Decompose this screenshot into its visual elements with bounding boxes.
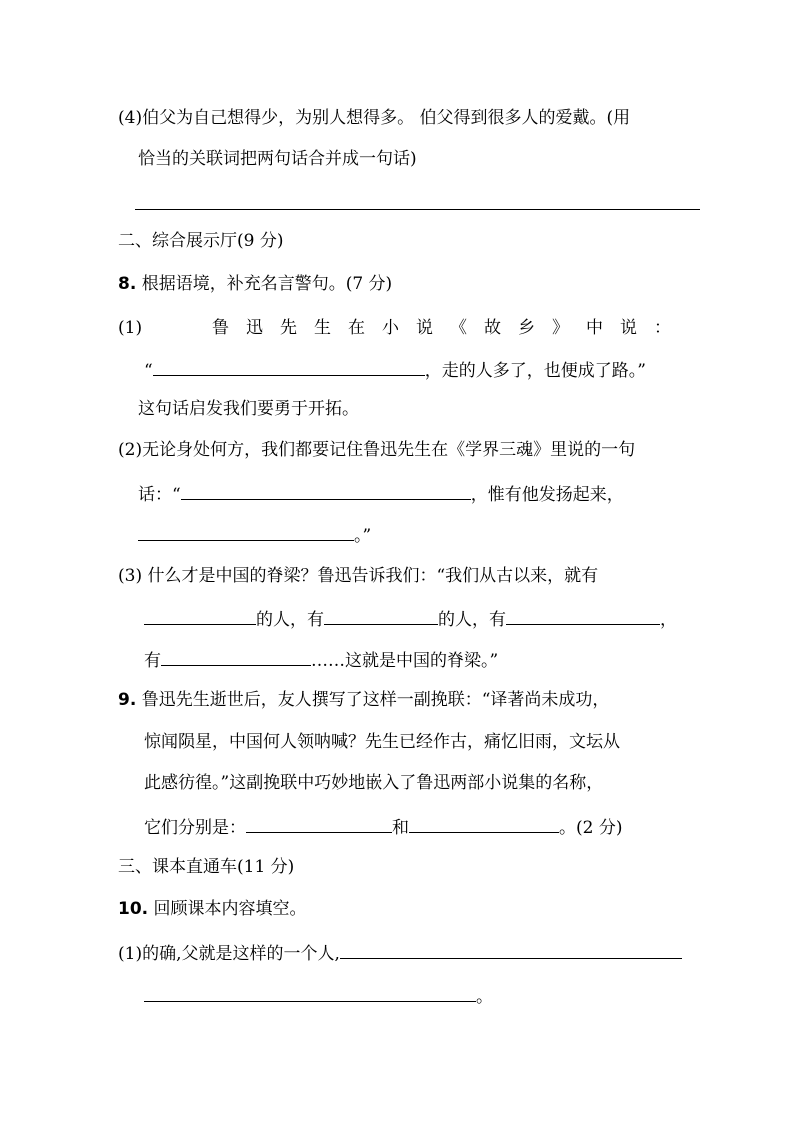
q7-item4-answer-line[interactable] bbox=[135, 209, 700, 210]
q8-item1-blank[interactable] bbox=[153, 357, 425, 376]
q8-item2-blank2[interactable] bbox=[138, 522, 354, 541]
q9-blank2[interactable] bbox=[409, 814, 559, 833]
q8-stem-text: 根据语境，补充名言警句。(7 分) bbox=[141, 274, 393, 294]
q8-item3-blank3[interactable] bbox=[506, 606, 660, 625]
q8-item2-line2 bbox=[138, 481, 624, 506]
q7-item4-line1: (4)伯父为自己想得少，为别人想得多。 伯父得到很多人的爱戴。(用 bbox=[118, 108, 631, 128]
q8-item2-prefix: 话：“ bbox=[138, 485, 181, 505]
q8-item1-open-quote: “ bbox=[144, 361, 153, 381]
section2-title: 二、综合展示厅(9 分) bbox=[118, 231, 284, 251]
q10-stem bbox=[118, 898, 307, 920]
q10-item1-line2 bbox=[144, 983, 493, 1008]
q8-item2-blank1[interactable] bbox=[181, 481, 471, 500]
q8-item1-number: (1) bbox=[118, 318, 143, 338]
q10-stem-text: 回顾课本内容填空。 bbox=[153, 899, 307, 919]
q8-item1-line2 bbox=[144, 357, 646, 382]
q8-stem bbox=[118, 273, 392, 295]
q8-item3-seg1: 的人，有 bbox=[256, 610, 324, 630]
q10-item1-text: (1)的确,父就是这样的一个人, bbox=[118, 944, 340, 964]
q8-item3-seg3: ， bbox=[660, 610, 677, 630]
q8-item3-blank1[interactable] bbox=[144, 606, 256, 625]
q10-item1-line1 bbox=[118, 940, 682, 965]
q8-number: 8. bbox=[118, 274, 137, 294]
q10-item1-blank2[interactable] bbox=[144, 983, 476, 1002]
q8-item2-line3 bbox=[138, 522, 371, 547]
q8-item2-line1: (2)无论身处何方，我们都要记住鲁迅先生在《学界三魂》里说的一句 bbox=[118, 440, 636, 460]
q8-item3-end: ……这就是中国的脊梁。” bbox=[311, 651, 499, 671]
q8-item3-line1: (3) 什么才是中国的脊梁？鲁迅告诉我们：“我们从古以来，就有 bbox=[118, 566, 599, 586]
q10-item1-end: 。 bbox=[476, 987, 493, 1007]
q9-end: 。(2 分) bbox=[559, 818, 623, 838]
q9-line3: 此感彷徨。”这副挽联中巧妙地嵌入了鲁迅两部小说集的名称， bbox=[144, 773, 604, 793]
q8-item3-line2 bbox=[144, 606, 677, 631]
section3-title: 三、课本直通车(11 分) bbox=[118, 857, 295, 877]
q8-item3-blank4[interactable] bbox=[161, 647, 311, 666]
q9-line2: 惊闻陨星，中国何人领呐喊？先生已经作古，痛忆旧雨，文坛从 bbox=[144, 732, 620, 752]
q8-item1-after-text: ，走的人多了，也便成了路。” bbox=[424, 361, 646, 381]
q8-item3-line3 bbox=[144, 647, 498, 672]
q10-item1-blank1[interactable] bbox=[340, 940, 682, 959]
q8-item2-end: 。” bbox=[354, 526, 372, 546]
q8-item1-line3: 这句话启发我们要勇于开拓。 bbox=[138, 399, 359, 419]
q9-number: 9. bbox=[118, 690, 137, 710]
q8-item3-blank2[interactable] bbox=[324, 606, 438, 625]
q8-item3-prefix: 有 bbox=[144, 651, 161, 671]
q10-number: 10. bbox=[118, 899, 149, 919]
q9-line4 bbox=[144, 814, 622, 839]
q9-line1 bbox=[118, 689, 609, 711]
q8-item3-seg2: 的人，有 bbox=[438, 610, 506, 630]
q8-item2-mid: ，惟有他发扬起来， bbox=[470, 485, 624, 505]
q8-item1-intro: 鲁迅先生在小说《故乡》中说： bbox=[212, 318, 688, 338]
q9-blank1[interactable] bbox=[246, 814, 392, 833]
q9-prefix: 它们分别是： bbox=[144, 818, 246, 838]
q9-text1: 鲁迅先生逝世后，友人撰写了这样一副挽联：“译著尚未成功， bbox=[141, 690, 610, 710]
q9-mid: 和 bbox=[392, 818, 409, 838]
q7-item4-line2: 恰当的关联词把两句话合并成一句话) bbox=[138, 149, 417, 169]
